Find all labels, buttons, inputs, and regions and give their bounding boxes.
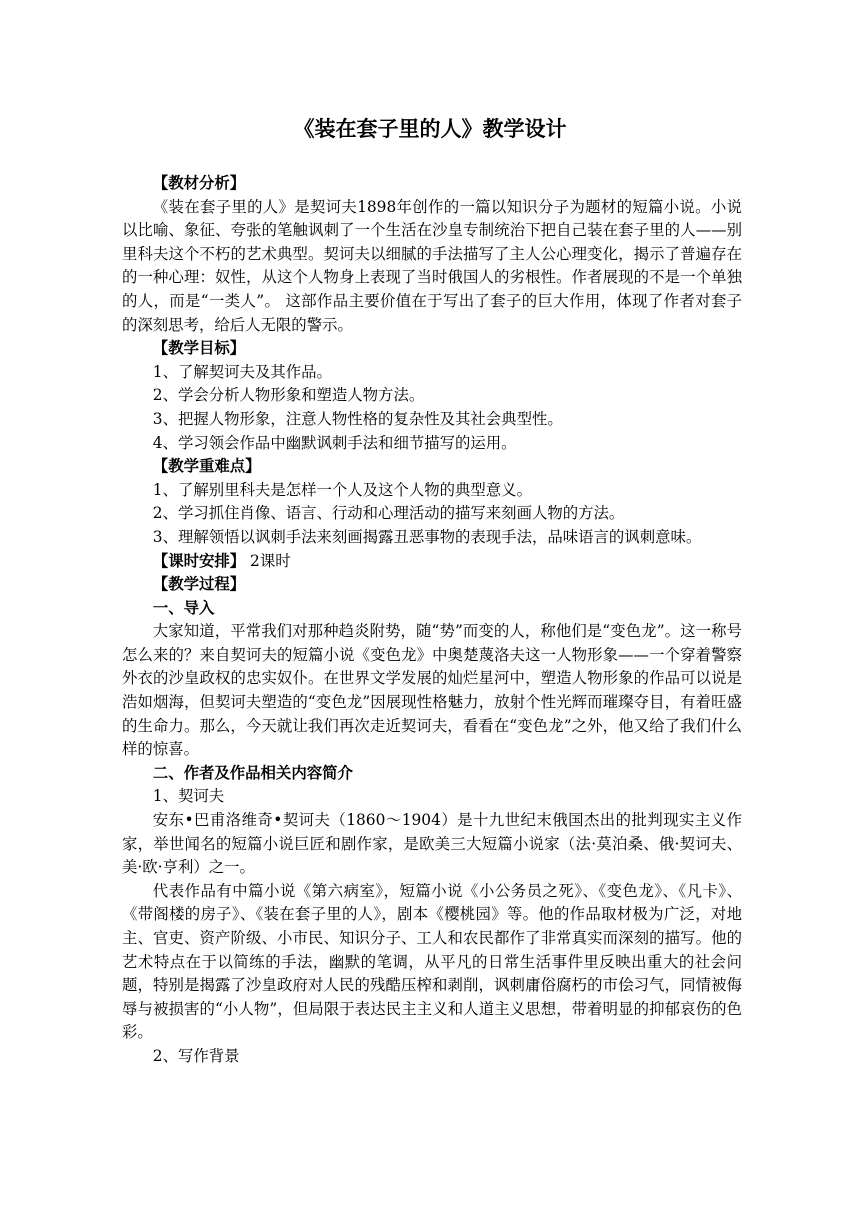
schedule-heading: 【课时安排】 <box>152 551 246 570</box>
key-point-item: 1、了解别里科夫是怎样一个人及这个人物的典型意义。 <box>152 480 532 499</box>
key-points-heading: 【教学重难点】 <box>152 457 261 476</box>
intro-paragraph: 大家知道，平常我们对那种趋炎附势，随“势”而变的人，称他们是“变色龙”。这一称号怎么来的？来自契诃夫的短篇小说《变色龙》中奥楚蔑洛夫这一人物形象——一个穿着警察外衣的沙皇政权的忠实奴仆。在世界文学发展的灿烂星河中，塑造人物形象的作品可以说是浩如烟海，但契诃夫塑造的“变色龙”因展现性格魅力，放射个性光辉而璀璨夺目，有着旺盛的生命力。那么，今天就让我们再次走近契诃夫，看看在“变色龙”之外，他又给了我们什么样的惊喜。 <box>122 622 742 759</box>
process-heading: 【教学过程】 <box>152 575 246 594</box>
goal-item: 2、学会分析人物形象和塑造人物方法。 <box>152 386 425 405</box>
document-title: 《装在套子里的人》教学设计 <box>293 116 567 141</box>
key-point-item: 3、理解领悟以讽刺手法来刻画揭露丑恶事物的表现手法，品味语言的讽刺意味。 <box>152 527 702 546</box>
author-heading: 二、作者及作品相关内容简介 <box>152 763 353 782</box>
goal-item: 4、学习领会作品中幽默讽刺手法和细节描写的运用。 <box>152 433 517 452</box>
schedule-line <box>122 550 742 574</box>
analysis-heading: 【教材分析】 <box>152 174 246 192</box>
intro-heading: 一、导入 <box>152 598 215 617</box>
schedule-value: 2课时 <box>245 551 291 570</box>
goals-heading: 【教学目标】 <box>152 339 246 358</box>
author-subheading: 1、契诃夫 <box>152 787 225 806</box>
works-paragraph: 代表作品有中篇小说《第六病室》，短篇小说《小公务员之死》、《变色龙》、《凡卡》、《带阁楼的房子》、《装在套子里的人》，剧本《樱桃园》等。他的作品取材极为广泛，对地主、官吏、资产阶级、小市民、知识分子、工人和农民都作了非常真实而深刻的描写。他的艺术特点在于以简练的手法，幽默的笔调，从平凡的日常生活事件里反映出重大的社会问题，特别是揭露了沙皇政府对人民的残酷压榨和剥削，讽刺庸俗腐朽的市侩习气，同情被侮辱与被损害的“小人物”，但局限于表达民主主义和人道主义思想，带着明显的抑郁哀伤的色彩。 <box>122 881 742 1042</box>
analysis-paragraph: 《装在套子里的人》是契诃夫1898年创作的一篇以知识分子为题材的短篇小说。小说以比喻、象征、夸张的笔触讽刺了一个生活在沙皇专制统治下把自己装在套子里的人——别里科夫这个不朽的艺术典型。契诃夫以细腻的手法描写了主人公心理变化，揭示了普遍存在的一种心理：奴性，从这个人物身上表现了当时俄国人的劣根性。作者展现的不是一个单独的人，而是“一类人”。 这部作品主要价值在于写出了套子的巨大作用，体现了作者对套子的深刻思考，给后人无限的警示。 <box>122 197 742 334</box>
goal-item: 1、了解契诃夫及其作品。 <box>152 362 332 381</box>
author-paragraph: 安东•巴甫洛维奇•契诃夫（1860～1904）是十九世纪末俄国杰出的批判现实主义作家，举世闻名的短篇小说巨匠和剧作家，是欧美三大短篇小说家（法·莫泊桑、俄·契诃夫、美·欧·亨利）之一。 <box>122 811 742 877</box>
key-point-item: 2、学习抓住肖像、语言、行动和心理活动的描写来刻画人物的方法。 <box>152 504 625 523</box>
background-subheading: 2、写作背景 <box>152 1046 240 1065</box>
goal-item: 3、把握人物形象，注意人物性格的复杂性及其社会典型性。 <box>152 409 563 428</box>
document-body <box>122 172 742 1069</box>
